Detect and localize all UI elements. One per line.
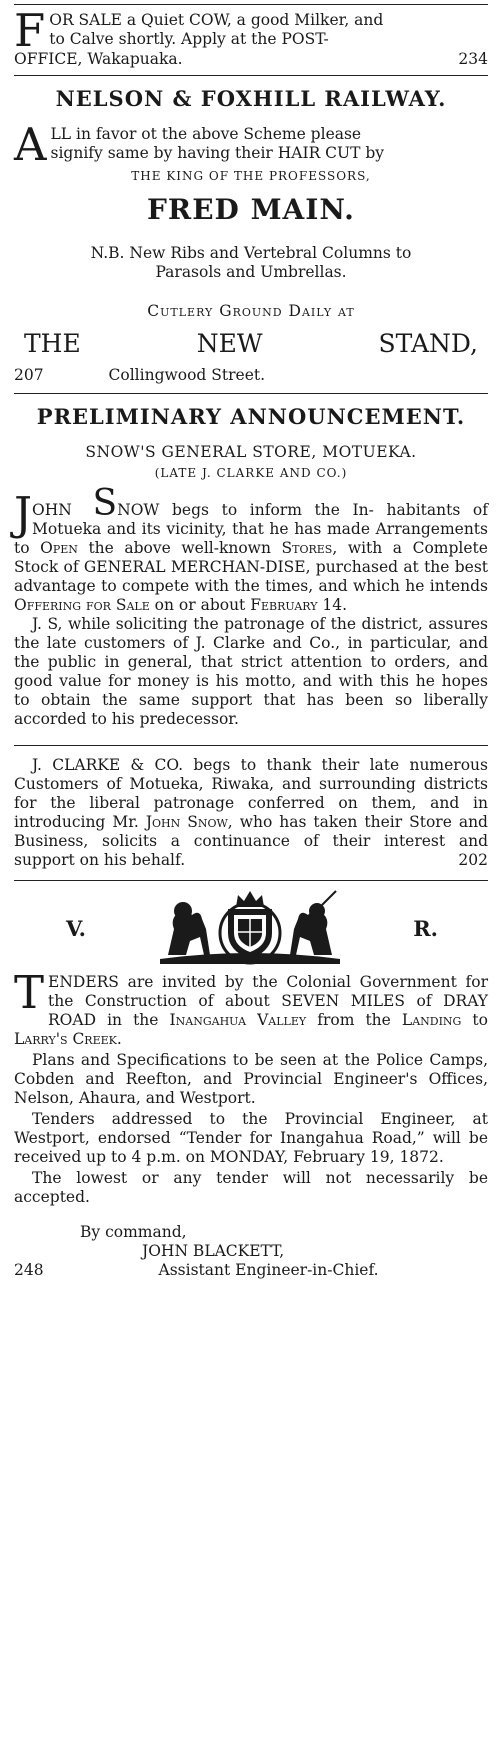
snow-text-b: habitants of Motueka and its bbox=[32, 501, 488, 538]
tender-number: 248 bbox=[14, 1261, 44, 1279]
snow-february: February bbox=[250, 596, 318, 614]
cow-line-3 bbox=[14, 50, 488, 69]
railway-body bbox=[14, 118, 488, 171]
address-line bbox=[14, 366, 488, 385]
by-command: By command, bbox=[80, 1223, 187, 1241]
late-clarke: (LATE J. CLARKE AND CO.) bbox=[154, 466, 348, 480]
stand-word-1: THE bbox=[24, 329, 81, 358]
stand-word-2: NEW bbox=[196, 329, 263, 358]
snow-text-a: begs to inform the In- bbox=[172, 501, 374, 519]
railway-line-1: LL in favor ot the above Scheme please bbox=[50, 125, 362, 143]
royal-arms-icon bbox=[150, 889, 350, 967]
tender-para-1 bbox=[14, 966, 488, 1049]
crest-letter-r: R. bbox=[413, 915, 438, 941]
dropcap-t: T bbox=[14, 966, 45, 1019]
tender-para-1-text bbox=[14, 966, 488, 1049]
snow-text-g: 14. bbox=[322, 596, 348, 614]
snow-para-1-text bbox=[14, 483, 488, 615]
ad-snow bbox=[14, 394, 488, 870]
tender-footer-line bbox=[14, 1261, 488, 1280]
address-street: Collingwood Street. bbox=[108, 366, 266, 384]
signer-title: Assistant Engineer-in-Chief. bbox=[158, 1261, 379, 1279]
snow-para-1 bbox=[14, 483, 488, 615]
clarke-john-snow: John Snow, bbox=[145, 813, 233, 831]
dropcap-s: S bbox=[92, 483, 118, 524]
dropcap-f: F bbox=[14, 4, 46, 57]
snow-stores: Stores, bbox=[281, 539, 338, 557]
dropcap-j: J bbox=[14, 487, 33, 540]
signer-name: JOHN BLACKETT, bbox=[142, 1242, 285, 1260]
stand-word-3: STAND, bbox=[378, 329, 478, 358]
tender-para-3: Tenders addressed to the Provincial Engineer, at Westport, endorsed “Tender for Inangahua Road,” will be received up to 4 p.m. on MONDAY, February 19, 1872. bbox=[14, 1110, 488, 1166]
tender-text-b: from the bbox=[317, 1011, 391, 1029]
snow-number: 202 bbox=[458, 851, 488, 869]
tender-valley: Inangahua Valley bbox=[169, 1011, 307, 1029]
nb-line-1: N.B. New Ribs and Vertebral Columns to bbox=[90, 244, 412, 262]
ad-cow bbox=[14, 5, 488, 69]
clarke-text-a: J. CLARKE & CO. begs to thank their late numerous Customers of Motueka, Riwaka, and surrounding districts for the liberal patronage conferred on them, and in introducing Mr. bbox=[14, 756, 488, 831]
tender-para-4: The lowest or any tender will not necessarily be accepted. bbox=[14, 1169, 488, 1206]
royal-crest-row bbox=[14, 887, 488, 969]
snow-text-f: on or about bbox=[154, 596, 246, 614]
professors-line: THE KING OF THE PROFESSORS, bbox=[131, 169, 371, 183]
cow-location: OFFICE, Wakapuaka. bbox=[14, 50, 183, 68]
railway-line-2: signify same by having their HAIR CUT by bbox=[50, 144, 385, 162]
cow-line-1: OR SALE a Quiet COW, a good Milker, and bbox=[49, 11, 384, 29]
john-word: OHN bbox=[32, 501, 72, 519]
tender-text-a: ENDERS are invited by the Colonial Government for the Construction of about SEVEN MILES of DRAY ROAD in the bbox=[48, 973, 488, 1029]
tender-text-c: to bbox=[472, 1011, 488, 1029]
snow-text-e: with a Complete Stock of GENERAL MERCHAN-DISE, purchased at the best advantage to compete with the times, and which he intends bbox=[14, 539, 488, 595]
snow-word: NOW bbox=[117, 501, 160, 519]
cow-line-2: to Calve shortly. Apply at the POST- bbox=[49, 30, 329, 48]
snow-para-2: J. S, while soliciting the patronage of the district, assures the late customers of J. Clarke and Co., in particular, and the public in general, that strict attention to orders, and good value for money is his motto, and with this he hopes to obtain the same support that has been so liberally accorded to his predecessor. bbox=[14, 615, 488, 728]
cow-number: 234 bbox=[458, 50, 488, 68]
snow-offering: Offering for Sale bbox=[14, 596, 150, 614]
snow-text-c: vicinity, that he has made Arrangements to bbox=[14, 520, 488, 557]
address-number: 207 bbox=[14, 366, 44, 384]
preliminary-heading: PRELIMINARY ANNOUNCEMENT. bbox=[36, 404, 466, 429]
new-stand-line bbox=[14, 329, 488, 358]
store-name: SNOW'S GENERAL STORE, MOTUEKA. bbox=[85, 443, 417, 461]
crest-letter-v: V. bbox=[66, 915, 86, 941]
snow-text-d: the above well-known bbox=[88, 539, 271, 557]
tender-larry: Larry's Creek. bbox=[14, 1030, 122, 1048]
tender-para-2: Plans and Specifications to be seen at the Police Camps, Cobden and Reefton, and Provincial Engineer's Offices, Nelson, Ahaura, and Westport. bbox=[14, 1051, 488, 1107]
fred-main-name: FRED MAIN. bbox=[147, 193, 355, 226]
railway-heading: NELSON & FOXHILL RAILWAY. bbox=[55, 86, 447, 111]
tender-landing: Landing bbox=[401, 1011, 462, 1029]
snow-inner-rule bbox=[14, 745, 488, 746]
snow-para-3 bbox=[14, 756, 488, 870]
ad-railway bbox=[14, 76, 488, 385]
dropcap-a: A bbox=[14, 118, 47, 171]
cutlery-line: Cutlery Ground Daily at bbox=[147, 302, 355, 320]
snow-open: Open bbox=[40, 539, 78, 557]
ad-tender bbox=[14, 881, 488, 1280]
nb-line-2: Parasols and Umbrellas. bbox=[155, 263, 347, 281]
clarke-text-b: who has taken their Store and Business, solicits a continuance of their interest and support on his behalf. bbox=[14, 813, 488, 869]
